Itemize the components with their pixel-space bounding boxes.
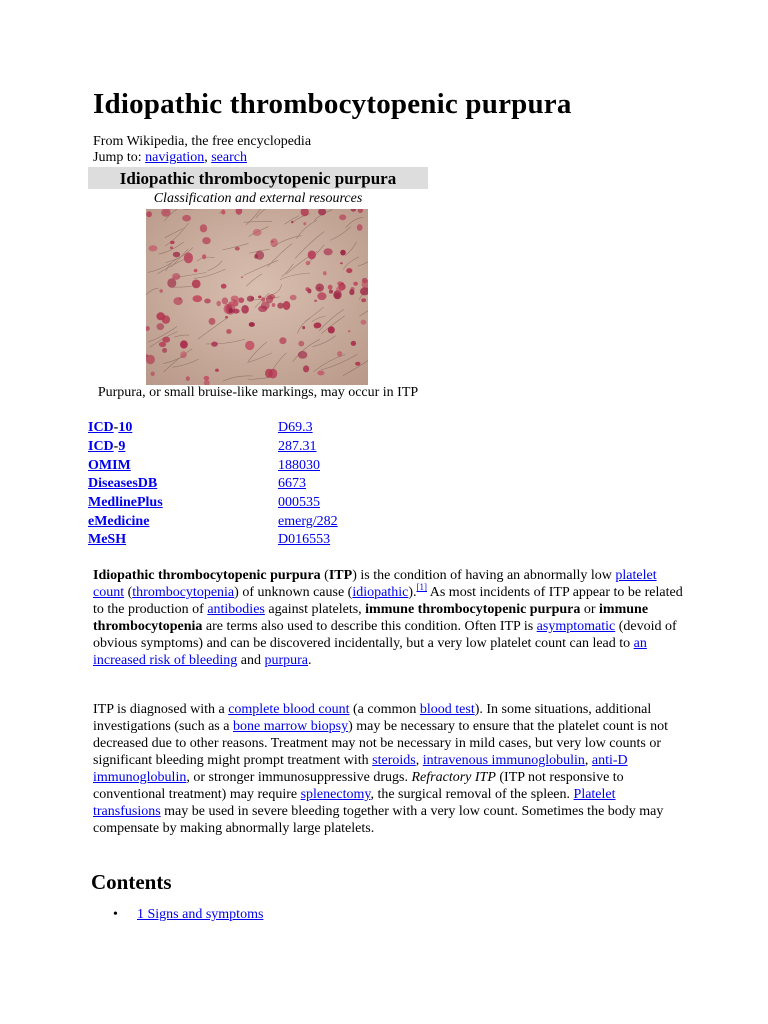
purpura-spot	[329, 290, 333, 294]
anti-d-link[interactable]: anti-D immunoglobulin	[93, 753, 628, 785]
purpura-spot	[204, 299, 211, 304]
infobox-title: Idiopathic thrombocytopenic purpura	[88, 167, 428, 189]
bleeding-risk-link[interactable]: an increased risk of bleeding	[93, 636, 647, 668]
purpura-spot	[268, 294, 275, 299]
purpura-spot	[222, 297, 228, 304]
icd-link[interactable]: ICD	[88, 439, 114, 454]
omim-link[interactable]: OMIM	[88, 458, 131, 473]
purpura-spot	[315, 284, 324, 292]
italic-term: Refractory ITP	[411, 770, 496, 785]
purpura-spot	[225, 316, 228, 319]
purpura-spot	[283, 301, 291, 310]
purpura-spot	[180, 340, 188, 348]
purpura-spot	[180, 351, 187, 358]
purpura-spot	[221, 210, 225, 215]
antibodies-link[interactable]: antibodies	[207, 602, 265, 617]
text: , or stronger immunosuppressive drugs.	[186, 770, 412, 785]
text: , the surgical removal of the spleen.	[370, 787, 574, 802]
purpura-spot	[159, 342, 166, 347]
purpura-spot	[323, 271, 327, 275]
purpura-spot	[298, 341, 304, 347]
infobox-value-link[interactable]: 287.31	[278, 439, 317, 454]
text: ) of unknown cause (	[234, 585, 353, 600]
purpura-photo-graphic	[146, 209, 368, 385]
infobox-value-link[interactable]: D016553	[278, 532, 331, 547]
blood-test-link[interactable]: blood test	[419, 702, 475, 717]
jump-to-links	[93, 150, 247, 166]
purpura-spot	[200, 224, 207, 232]
purpura-spot	[336, 286, 343, 292]
text: against platelets,	[264, 602, 366, 617]
infobox-key	[88, 439, 125, 455]
purpura-spot	[211, 342, 218, 347]
infobox-value-link[interactable]: 6673	[278, 476, 306, 491]
purpura-spot	[229, 308, 233, 313]
purpura-spot	[290, 295, 297, 301]
purpura-spot	[184, 253, 193, 264]
search-link[interactable]: search	[211, 150, 247, 165]
purpura-spot	[241, 276, 243, 278]
text: may be used in severe bleeding together with a very low count. Sometimes the body may compensate by making abnormally large platelets.	[93, 804, 664, 836]
purpura-spot	[157, 323, 165, 330]
text: ).	[408, 585, 417, 600]
bold-term: Idiopathic thrombocytopenic purpura	[93, 568, 321, 583]
purpura-spot	[270, 238, 278, 247]
purpura-photo[interactable]	[146, 209, 368, 385]
purpura-spot	[245, 341, 254, 350]
text: ITP is diagnosed with a	[93, 702, 229, 717]
purpura-spot	[216, 301, 221, 306]
purpura-spot	[167, 278, 176, 287]
text: (	[320, 568, 329, 583]
purpura-spot	[351, 341, 356, 346]
purpura-spot	[258, 296, 261, 299]
purpura-spot	[334, 293, 340, 299]
purpura-spot	[346, 268, 352, 273]
splenectomy-link[interactable]: splenectomy	[300, 787, 371, 802]
purpura-spot	[151, 372, 155, 377]
purpura-spot	[317, 371, 324, 376]
purpura-spot	[194, 269, 198, 272]
purpura-spot	[279, 337, 286, 344]
infobox-value-link[interactable]: D69.3	[278, 420, 313, 435]
purpura-spot	[221, 284, 227, 289]
medlineplus-link[interactable]: MedlinePlus	[88, 495, 163, 510]
infobox-value-link[interactable]: emerg/282	[278, 514, 338, 529]
purpura-spot	[231, 296, 239, 302]
text: (a common	[349, 702, 420, 717]
purpura-spot	[156, 312, 165, 320]
purpura-spot	[303, 365, 309, 372]
purpura-spot	[251, 297, 254, 300]
text: (ITP not responsive to conventional treatment) may require	[93, 770, 624, 802]
key-dash: -	[113, 439, 119, 454]
bold-term: immune thrombocytopenic purpura	[365, 602, 581, 617]
purpura-spot	[186, 376, 190, 381]
text: ). In some situations, additional investigations (such as a	[93, 702, 652, 734]
table-of-contents	[113, 906, 263, 923]
purpura-spot	[306, 287, 310, 291]
purpura-spot	[173, 297, 182, 305]
icd-link[interactable]: ICD	[88, 420, 114, 435]
purpura-spot	[298, 351, 307, 359]
purpura-spot	[192, 280, 201, 289]
purpura-spot	[241, 305, 249, 314]
infobox-caption: Purpura, or small bruise-like markings, may occur in ITP	[97, 385, 419, 400]
purpura-spot	[314, 323, 320, 329]
purpura-spot	[253, 229, 262, 236]
purpura-spot	[361, 320, 367, 325]
diseasesdb-link[interactable]: DiseasesDB	[88, 476, 158, 491]
purpura-spot	[337, 351, 342, 357]
purpura-spot	[182, 215, 191, 222]
idiopathic-link[interactable]: idiopathic	[352, 585, 409, 600]
purpura-spot	[265, 369, 273, 378]
purpura-spot	[232, 309, 239, 314]
site-tagline: From Wikipedia, the free encyclopedia	[93, 134, 312, 149]
navigation-link[interactable]: navigation	[145, 150, 205, 165]
purpura-spot	[173, 252, 180, 258]
key-dash: -	[113, 420, 119, 435]
purpura-spot	[328, 285, 333, 290]
purpura-spot	[254, 254, 258, 258]
purpura-spot	[328, 326, 335, 333]
icd-9-link[interactable]: 9	[118, 439, 126, 454]
purpura-spot	[202, 254, 206, 259]
intro-paragraph-1	[93, 567, 683, 669]
text: (devoid of obvious symptoms) and can be discovered incidentally, but a very low platelet count can lead to	[93, 619, 677, 651]
purpura-spot	[355, 362, 360, 366]
purpura-spot	[193, 295, 203, 302]
bold-term: immune thrombocytopenia	[93, 602, 649, 634]
bullet-icon: •	[113, 907, 118, 922]
purpura-spot	[261, 297, 265, 301]
purpura-spot	[357, 224, 363, 231]
text: ,	[584, 753, 592, 768]
platelet-transfusions-link[interactable]: Platelet transfusions	[93, 787, 616, 819]
contents-heading: Contents	[91, 870, 172, 894]
infobox-value-link[interactable]: 000535	[278, 495, 320, 510]
count-link[interactable]: count	[93, 585, 125, 600]
purpura-spot	[271, 241, 274, 243]
text: .	[308, 653, 312, 668]
purpura-spot	[238, 297, 244, 303]
infobox-value-link[interactable]: 188030	[278, 458, 320, 473]
jump-to-label: Jump to:	[93, 150, 146, 165]
bone-marrow-biopsy-link[interactable]: bone marrow biopsy	[232, 719, 349, 734]
text: or	[580, 602, 600, 617]
intro-paragraph-2	[93, 701, 683, 837]
purpura-spot	[272, 303, 276, 307]
purpura-spot	[242, 308, 245, 310]
purpura-spot	[317, 292, 326, 300]
purpura-spot	[159, 289, 163, 293]
purpura-spot	[361, 298, 366, 302]
toc-link-signs-and-symptoms[interactable]: 1 Signs and symptoms	[137, 907, 264, 922]
purpura-spot	[324, 248, 333, 255]
purpura-spot	[308, 251, 316, 260]
text: and	[237, 653, 265, 668]
platelet-link[interactable]: platelet	[615, 568, 657, 583]
infobox-key	[88, 420, 132, 436]
purpura-spot	[339, 214, 346, 220]
purpura-spot	[202, 237, 210, 244]
purpura-spot	[349, 289, 354, 295]
emedicine-link[interactable]: eMedicine	[88, 514, 150, 529]
toc-item	[113, 906, 263, 923]
icd-10-link[interactable]: 10	[118, 420, 133, 435]
purpura-spot	[302, 326, 305, 329]
purpura-spot	[340, 250, 346, 256]
purpura-spot	[314, 300, 317, 302]
purpura-spot	[170, 241, 175, 244]
purpura-spot	[209, 318, 216, 325]
purpura-spot	[226, 329, 231, 334]
bold-term: ITP	[328, 568, 353, 583]
purpura-spot	[306, 261, 311, 265]
page-title: Idiopathic thrombocytopenic purpura	[93, 88, 572, 120]
purpura-spot	[149, 245, 158, 251]
purpura-spot	[215, 369, 219, 372]
asymptomatic-link[interactable]: asymptomatic	[536, 619, 616, 634]
purpura-spot	[348, 330, 351, 332]
purpura-spot	[146, 211, 152, 217]
jump-separator: ,	[204, 150, 212, 165]
text: ) may be necessary to ensure that the platelet count is not decreased due to other reasons. Treatment may not be necessary in mild cases, but very low counts or significant bleeding might prompt treatment with	[93, 719, 669, 768]
purpura-spot	[235, 247, 240, 251]
purpura-spot	[162, 348, 167, 353]
thrombocytopenia-link[interactable]: thrombocytopenia	[132, 585, 235, 600]
infobox-subtitle: Classification and external resources	[153, 191, 363, 206]
text: (	[124, 585, 133, 600]
text: are terms also used to describe this condition. Often ITP is	[202, 619, 537, 634]
purpura-spot	[228, 302, 232, 307]
purpura-link[interactable]: purpura	[264, 653, 308, 668]
reference-link[interactable]: [1]	[416, 582, 428, 592]
text: ) is the condition of having an abnormally low	[352, 568, 616, 583]
text: As most incidents of ITP appear to be related to the production of	[93, 585, 683, 617]
purpura-spot	[261, 301, 270, 309]
mesh-link[interactable]: MeSH	[88, 532, 127, 547]
steroids-link[interactable]: steroids	[372, 753, 416, 768]
purpura-spot	[170, 246, 173, 249]
complete-blood-count-link[interactable]: complete blood count	[228, 702, 350, 717]
purpura-spot	[303, 222, 306, 225]
purpura-spot	[249, 322, 255, 327]
purpura-spot	[353, 282, 358, 286]
text: ,	[415, 753, 423, 768]
purpura-spot	[340, 262, 343, 264]
purpura-spot	[291, 221, 293, 223]
ivig-link[interactable]: intravenous immunoglobulin	[422, 753, 585, 768]
